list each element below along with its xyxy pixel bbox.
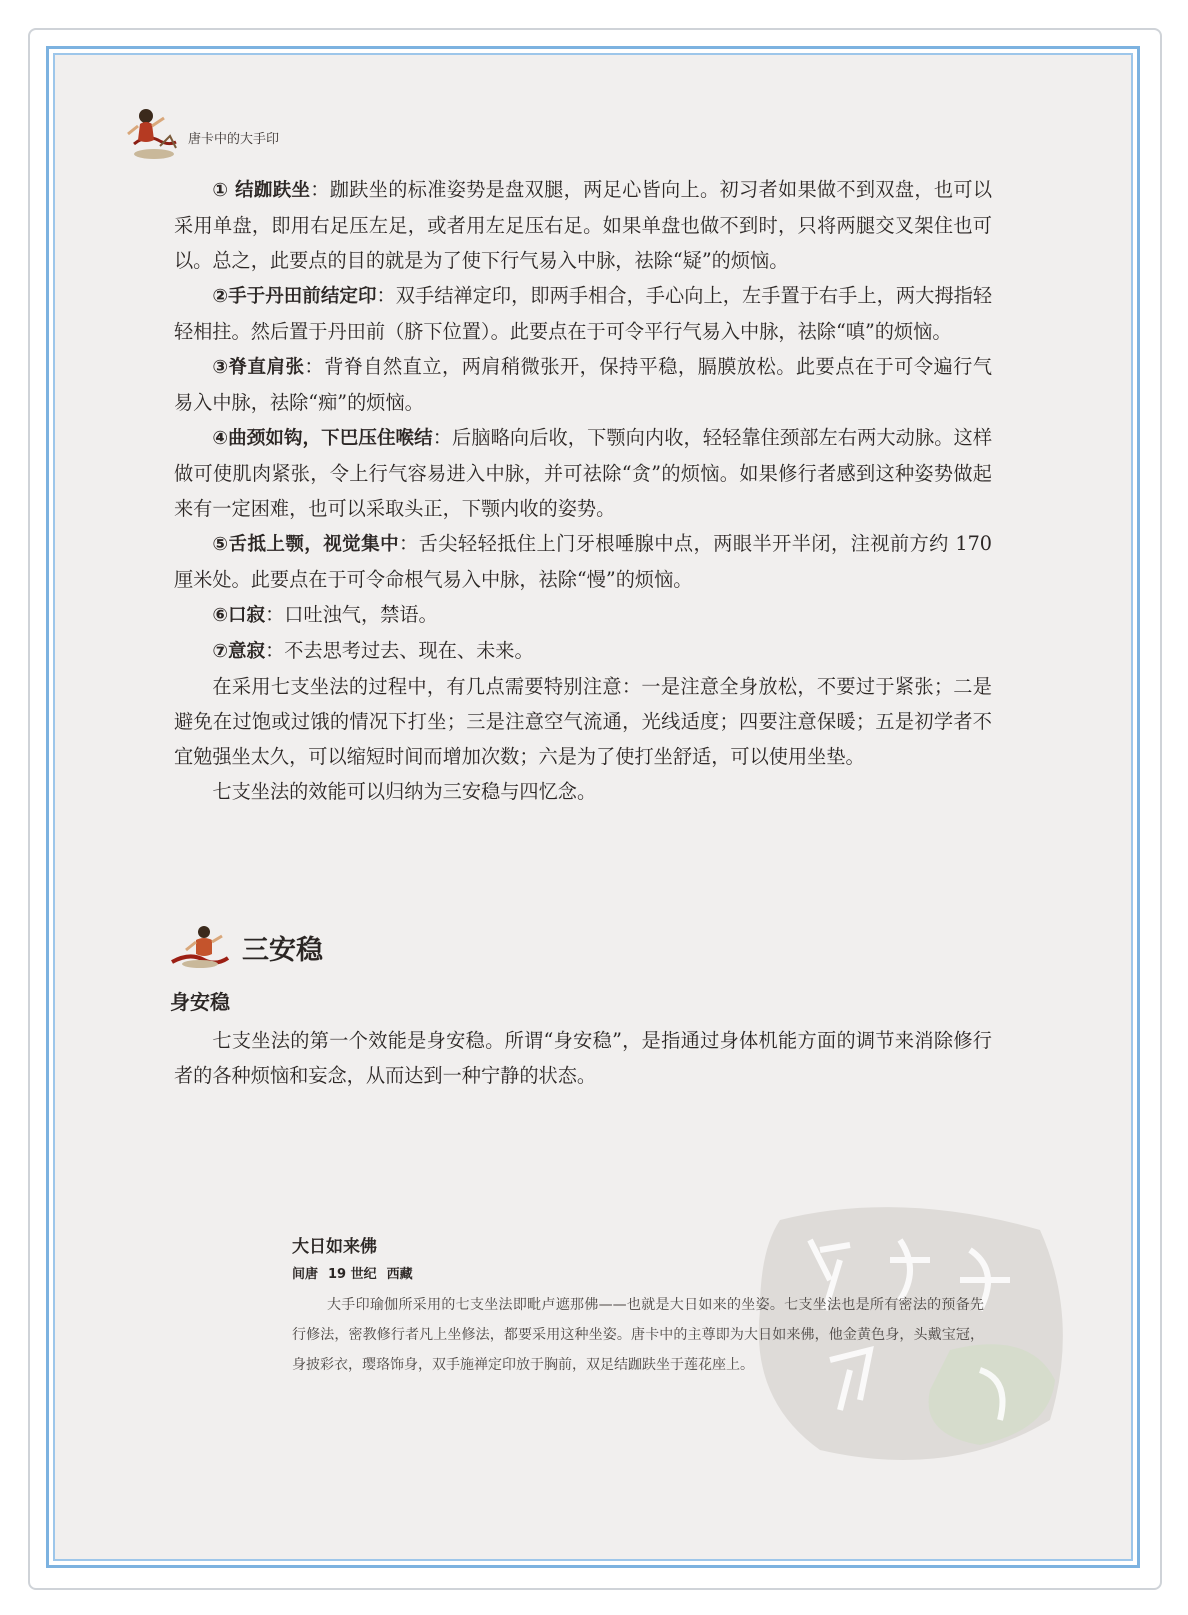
summary-paragraph: 七支坐法的效能可以归纳为三安稳与四忆念。 [212, 780, 597, 803]
caption-era: 间唐 [292, 1267, 319, 1282]
point-item [174, 349, 992, 420]
point-item [174, 420, 992, 526]
caption-century: 19 世纪 [328, 1267, 377, 1282]
point-label: ②手于丹田前结定印 [212, 286, 377, 307]
dakini-figure-icon [124, 104, 180, 164]
caption-place: 西藏 [386, 1267, 413, 1282]
point-label: ⑥口寂 [212, 605, 266, 626]
point-item [174, 597, 992, 633]
point-item [174, 172, 992, 278]
point-label: ③脊直肩张 [212, 357, 305, 378]
subsection-text [174, 1023, 992, 1093]
point-item [174, 526, 992, 597]
point-text: ：双手结禅定印，即两手相合，手心向上，左手置于右手上，两大拇指轻轻相拄。然后置于丹田前（脐下位置）。此要点在于可令平行气易入中脉，祛除“嗔”的烦恼。 [174, 284, 993, 343]
point-text: ：背脊自然直立，两肩稍微张开，保持平稳，膈膜放松。此要点在于可令遍行气易入中脉，祛除“痴”的烦恼。 [174, 355, 993, 414]
caption-text: 大手印瑜伽所采用的七支坐法即毗卢遮那佛——也就是大日如来的坐姿。七支坐法也是所有密法的预备先行修法，密教修行者凡上坐修法，都要采用这种坐姿。唐卡中的主尊即为大日如来佛，他金黄色身，头戴宝冠，身披彩衣，璎珞饰身，双手施禅定印放于胸前，双足结跏趺坐于莲花座上。 [292, 1297, 984, 1373]
point-text: ：跏趺坐的标准姿势是盘双腿，两足心皆向上。初习者如果做不到双盘，也可以采用单盘，即用右足压左足，或者用左足压右足。如果单盘也做不到时，只将两腿交叉架住也可以。总之，此要点的目的就是为了使下行气易入中脉，祛除“疑”的烦恼。 [174, 178, 993, 272]
section-title: 三安稳 [242, 935, 323, 966]
image-caption [292, 1232, 984, 1380]
body-stable-paragraph: 七支坐法的第一个效能是身安稳。所谓“身安稳”，是指通过身体机能方面的调节来消除修行者的各种烦恼和妄念，从而达到一种宁静的状态。 [174, 1029, 992, 1087]
point-text: ：舌尖轻轻抵住上门牙根唾腺中点，两眼半开半闭，注视前方约 170 厘米处。此要点在于可令命根气易入中脉，祛除“慢”的烦恼。 [174, 532, 992, 591]
caption-title: 大日如来佛 [292, 1237, 377, 1257]
point-text: ：后脑略向后收，下颚向内收，轻轻靠住颈部左右两大动脉。这样做可使肌肉紧张，令上行气容易进入中脉，并可祛除“贪”的烦恼。如果修行者感到这种姿势做起来有一定困难，也可以采取头正，下颚内收的姿势。 [174, 426, 993, 520]
point-text: ：不去思考过去、现在、未来。 [265, 639, 534, 662]
point-item [174, 633, 992, 669]
point-text: ：口吐浊气，禁语。 [265, 603, 438, 626]
notes-paragraph: 在采用七支坐法的过程中，有几点需要特别注意：一是注意全身放松，不要过于紧张；二是避免在过饱或过饿的情况下打坐；三是注意空气流通，光线适度；四要注意保暖；五是初学者不宜勉强坐太久，可以缩短时间而增加次数；六是为了使打坐舒适，可以使用坐垫。 [174, 675, 992, 768]
subsection-title: 身安稳 [170, 990, 230, 1014]
section-heading [170, 922, 470, 972]
point-label: ④曲颈如钩，下巴压住喉结 [212, 428, 433, 449]
caption-meta [292, 1263, 984, 1282]
point-label: ① 结跏趺坐 [212, 180, 311, 201]
dakini-figure-icon [170, 922, 230, 972]
point-item [174, 278, 992, 349]
point-label: ⑦意寂 [212, 641, 266, 662]
point-label: ⑤舌抵上颚，视觉集中 [212, 534, 400, 555]
header-title: 唐卡中的大手印 [188, 132, 280, 147]
main-text [174, 172, 992, 809]
